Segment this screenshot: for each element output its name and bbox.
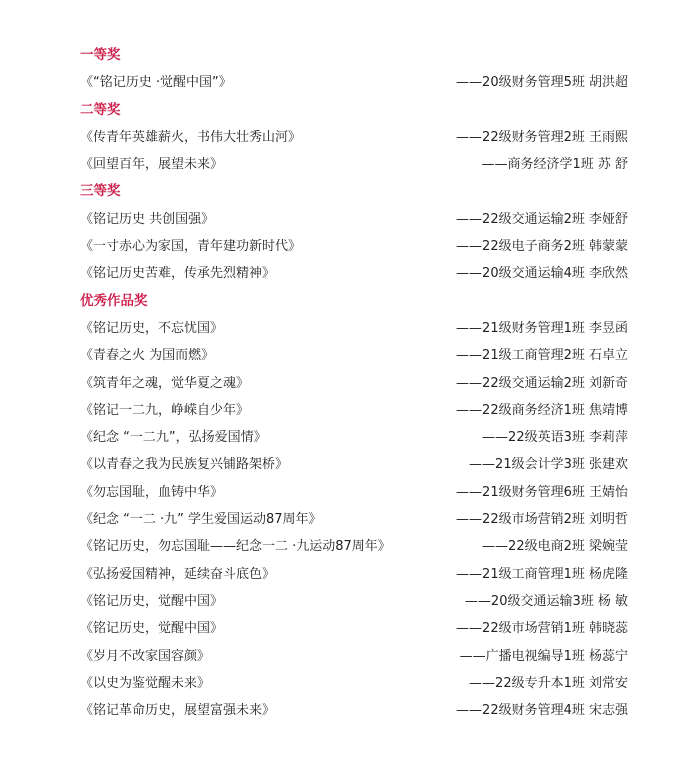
author-class: ——22级交通运输2班 刘新奇 bbox=[456, 375, 628, 391]
award-entry bbox=[80, 670, 628, 697]
award-entry bbox=[80, 69, 628, 96]
author-class: ——20级交通运输3班 杨 敏 bbox=[464, 593, 628, 609]
award-entry bbox=[80, 451, 628, 478]
author-class: ——商务经济学1班 苏 舒 bbox=[481, 157, 628, 173]
work-title: 《铭记历史，觉醒中国》 bbox=[80, 621, 224, 637]
work-title: 《青春之火 为国而燃》 bbox=[80, 348, 215, 364]
award-entry bbox=[80, 697, 628, 724]
award-entry bbox=[80, 260, 628, 287]
work-title: 《铭记革命历史，展望富强未来》 bbox=[80, 703, 276, 719]
author-class: ——22级电子商务2班 韩蒙蒙 bbox=[456, 239, 628, 255]
work-title: 《铭记历史，觉醒中国》 bbox=[80, 593, 224, 609]
author-class: ——22级财务管理2班 王雨熙 bbox=[456, 129, 628, 145]
work-title: 《回望百年，展望未来》 bbox=[80, 157, 224, 173]
author-class: ——22级电商2班 梁婉莹 bbox=[482, 539, 628, 555]
author-class: ——20级财务管理5班 胡洪超 bbox=[456, 75, 628, 91]
award-heading: 一等奖 bbox=[80, 47, 121, 63]
work-title: 《铭记历史，勿忘国耻——纪念一二 ·九运动87周年》 bbox=[80, 539, 391, 555]
work-title: 《岁月不改家国容颜》 bbox=[80, 648, 211, 664]
work-title: 《铭记历史苦难，传承先烈精神》 bbox=[80, 266, 276, 282]
author-class: ——22级财务管理4班 宋志强 bbox=[456, 703, 628, 719]
award-entry bbox=[80, 615, 628, 642]
work-title: 《勿忘国耻，血铸中华》 bbox=[80, 484, 224, 500]
award-entry bbox=[80, 533, 628, 560]
award-heading: 二等奖 bbox=[80, 101, 121, 118]
award-entry bbox=[80, 643, 628, 670]
work-title: 《“铭记历史 ·觉醒中国”》 bbox=[80, 75, 232, 91]
award-entry bbox=[80, 397, 628, 424]
award-entry bbox=[80, 424, 628, 451]
award-entry bbox=[80, 342, 628, 369]
award-heading: 三等奖 bbox=[80, 183, 121, 200]
award-entry bbox=[80, 479, 628, 506]
work-title: 《传青年英雄薪火，书伟大壮秀山河》 bbox=[80, 129, 302, 145]
author-class: ——22级专升本1班 刘常安 bbox=[469, 675, 628, 691]
award-entry bbox=[80, 151, 628, 178]
award-entry bbox=[80, 315, 628, 342]
author-class: ——22级英语3班 李莉萍 bbox=[482, 430, 628, 446]
author-class: ——广播电视编导1班 杨蕊宁 bbox=[459, 648, 628, 664]
work-title: 《筑青年之魂，觉华夏之魂》 bbox=[80, 375, 250, 391]
award-list bbox=[80, 42, 628, 724]
award-entry bbox=[80, 233, 628, 260]
work-title: 《铭记历史 共创国强》 bbox=[80, 211, 215, 227]
award-entry bbox=[80, 124, 628, 151]
author-class: ——21级财务管理1班 李昱函 bbox=[456, 320, 628, 336]
author-class: ——22级市场营销2班 刘明哲 bbox=[456, 512, 628, 528]
award-entry bbox=[80, 588, 628, 615]
work-title: 《铭记一二九，峥嵘自少年》 bbox=[80, 402, 250, 418]
work-title: 《以史为鉴觉醒未来》 bbox=[80, 675, 211, 691]
work-title: 《铭记历史，不忘忧国》 bbox=[80, 320, 224, 336]
work-title: 《纪念 “一二 ·九” 学生爱国运动87周年》 bbox=[80, 512, 322, 528]
work-title: 《弘扬爱国精神，延续奋斗底色》 bbox=[80, 566, 276, 582]
award-entry bbox=[80, 561, 628, 588]
author-class: ——21级财务管理6班 王婧怡 bbox=[456, 484, 628, 500]
work-title: 《一寸赤心为家国，青年建功新时代》 bbox=[80, 239, 302, 255]
author-class: ——22级商务经济1班 焦靖博 bbox=[456, 402, 628, 418]
award-heading: 优秀作品奖 bbox=[80, 292, 148, 309]
work-title: 《以青春之我为民族复兴铺路架桥》 bbox=[80, 457, 289, 473]
author-class: ——21级工商管理1班 杨虎隆 bbox=[456, 566, 628, 582]
award-entry bbox=[80, 506, 628, 533]
award-entry bbox=[80, 370, 628, 397]
author-class: ——21级工商管理2班 石卓立 bbox=[456, 348, 628, 364]
author-class: ——20级交通运输4班 李欣然 bbox=[456, 266, 628, 282]
award-entry bbox=[80, 206, 628, 233]
author-class: ——22级交通运输2班 李娅舒 bbox=[456, 211, 628, 227]
author-class: ——22级市场营销1班 韩晓蕊 bbox=[456, 621, 628, 637]
author-class: ——21级会计学3班 张建欢 bbox=[469, 457, 628, 473]
work-title: 《纪念 “一二九”，弘扬爱国情》 bbox=[80, 430, 267, 446]
